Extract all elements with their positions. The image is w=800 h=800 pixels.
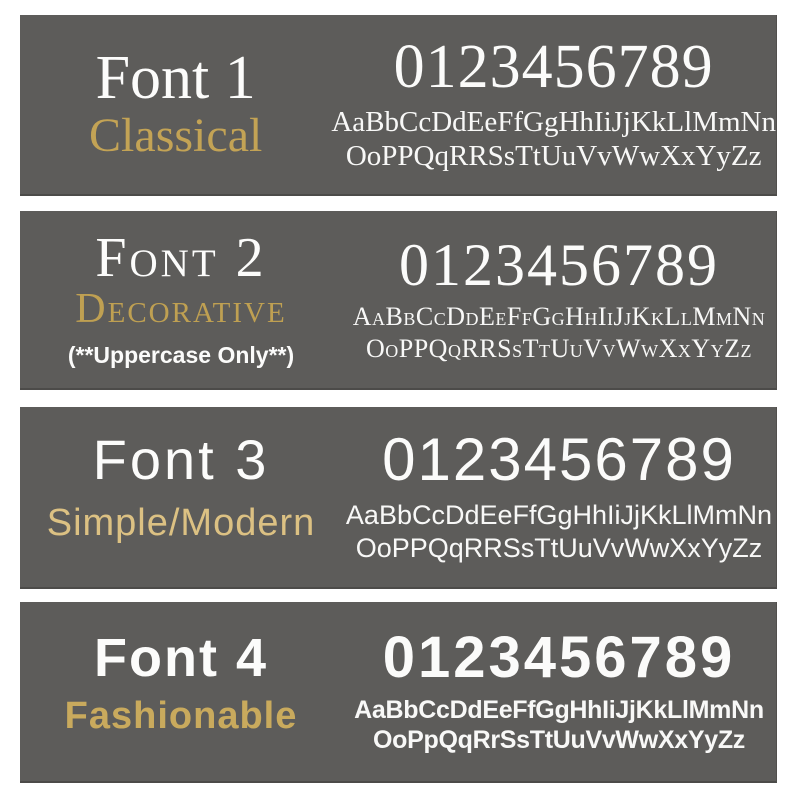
alphabet-line-1: AaBbCcDdEeFfGgHhIiJjKkLlMmNn xyxy=(352,302,766,332)
font-panel-3 xyxy=(20,407,777,589)
font-3-info xyxy=(20,407,342,587)
numbers-sample: 0123456789 xyxy=(382,624,736,690)
font-style-label: Classical xyxy=(89,109,263,163)
font-name: Font 2 xyxy=(95,227,267,290)
alphabet-line-2: OoPpQqRrSsTtUuVvWwXxYyZz xyxy=(372,725,745,754)
alphabet-line-1: AaBbCcDdEeFfGgHhIiJjKkLlMmNn xyxy=(354,695,764,724)
alphabet-line-2: OoPPQqRRSsTtUuVvWwXxYyZz xyxy=(355,532,763,563)
numbers-sample: 0123456789 xyxy=(382,426,736,494)
font-style-label: Fashionable xyxy=(64,694,298,737)
font-1-info xyxy=(20,15,331,194)
uppercase-only-note: (**Uppercase Only**) xyxy=(67,341,295,368)
font-panel-1 xyxy=(20,15,777,196)
font-1-sample xyxy=(331,15,776,194)
alphabet-line-2: OoPPQqRRSsTtUuVvWwXxYyZz xyxy=(365,333,752,363)
font-4-info xyxy=(20,602,342,781)
font-2-sample xyxy=(342,211,776,388)
numbers-sample: 0123456789 xyxy=(393,33,714,102)
font-name: Font 3 xyxy=(92,428,270,492)
font-3-sample xyxy=(342,407,776,587)
font-name: Font 4 xyxy=(94,627,268,688)
alphabet-line-1: AaBbCcDdEeFfGgHhIiJjKkLlMmNn xyxy=(331,106,776,139)
font-style-label: Simple/Modern xyxy=(46,502,316,545)
numbers-sample: 0123456789 xyxy=(399,232,719,299)
font-panel-4 xyxy=(20,602,777,783)
font-4-sample xyxy=(342,602,776,781)
alphabet-line-1: AaBbCcDdEeFfGgHhIiJjKkLlMmNn xyxy=(345,500,773,531)
font-name: Font 1 xyxy=(95,44,256,113)
font-panel-2 xyxy=(20,211,777,390)
font-2-info xyxy=(20,211,342,388)
font-style-label: Decorative xyxy=(75,286,287,333)
alphabet-line-2: OoPPQqRRSsTtUuVvWwXxYyZz xyxy=(345,139,762,172)
